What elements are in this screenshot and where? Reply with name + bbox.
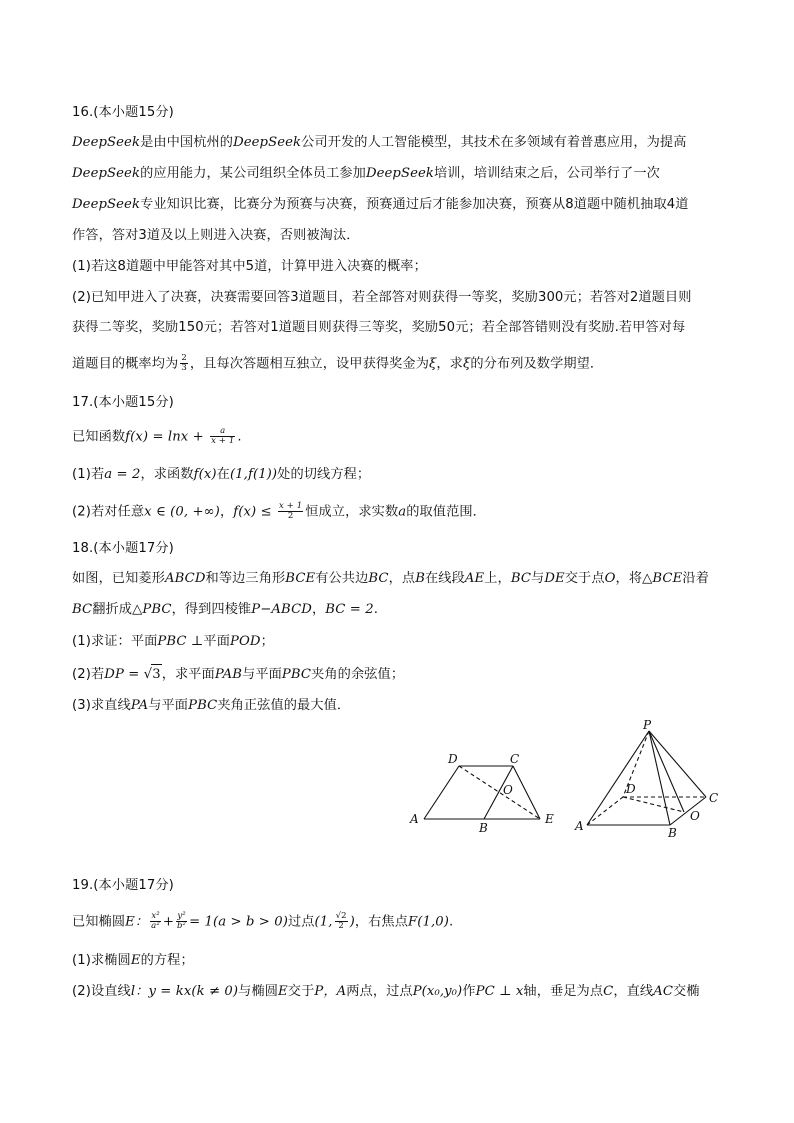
q18-text-line-2: BC翻折成△PBC，得到四棱锥P−ABCD，BC = 2. xyxy=(72,602,378,617)
q18-sub-2: (2)若DP = √3，求平面PAB与平面PBC夹角的余弦值； xyxy=(72,664,732,685)
q19-sub-1: (1)求椭圆E的方程； xyxy=(72,953,194,968)
segment-CE xyxy=(513,766,540,819)
label-C: C xyxy=(510,752,520,766)
edge-PA xyxy=(587,731,649,825)
q17-sub-1: (1)若a = 2，求函数f(x)在(1,f(1))处的切线方程； xyxy=(72,467,371,482)
segment-AD xyxy=(424,766,459,819)
label-O: O xyxy=(690,809,700,823)
point-y-fraction: $\frac{√2}{2}$ xyxy=(335,911,347,931)
q19-sub-2: (2)设直线l：y = kx(k ≠ 0)与椭圆E交于P，A两点，过点P(x₀,y₀)作PC ⊥ x轴，垂足为点C，直线AC交椭 xyxy=(72,984,700,999)
q18-sub-3: (3)求直线PA与平面PBC夹角正弦值的最大值． xyxy=(72,698,351,713)
q18-sub-1: (1)求证：平面PBC ⊥平面POD； xyxy=(72,634,274,649)
label-E: E xyxy=(545,812,554,826)
q17-header: 17.(本小题15分) xyxy=(72,395,174,410)
q16-header: 16.(本小题15分) xyxy=(72,105,174,120)
q16-sub-1: (1)若这8道题中甲能答对其中5道，计算甲进入决赛的概率； xyxy=(72,259,427,274)
q17-bound-fraction: $\frac{x + 1}{2}$ xyxy=(278,501,303,521)
q16-sub-2-line-1: (2)已知甲进入了决赛，决赛需要回答3道题目，若全部答对则获得一等奖，奖励300元；若答对2道题目则 xyxy=(72,290,692,305)
ellipse-y-term: $\frac{\text{y²}}{\text{b²}}$ xyxy=(177,911,187,931)
edge-AD-dashed xyxy=(587,797,623,825)
label-P: P xyxy=(643,718,652,732)
edge-BC xyxy=(670,797,706,825)
label-A: A xyxy=(410,812,419,826)
label-B: B xyxy=(668,826,677,840)
label-D: D xyxy=(626,782,636,796)
q16-text-line-1: DeepSeek是由中国杭州的DeepSeek公司开发的人工智能模型，其技术在多领域有着普惠应用，为提高 xyxy=(72,135,687,150)
probability-fraction: $\frac{2}{3}$ xyxy=(181,353,187,373)
figure-pyramid xyxy=(587,731,706,825)
q16-text-line-3: DeepSeek专业知识比赛，比赛分为预赛与决赛，预赛通过后才能参加决赛，预赛从8道题中随机抽取4道 xyxy=(72,197,689,212)
q17-function-fraction: $\frac{a}{x + 1}$ xyxy=(211,426,235,446)
figure-left-labels xyxy=(409,752,554,835)
q16-text-line-2: DeepSeek的应用能力，某公司组织全体员工参加DeepSeek培训，培训结束之后，公司举行了一次 xyxy=(72,166,660,181)
edge-PB xyxy=(649,731,670,825)
label-C: C xyxy=(709,791,719,805)
q19-text: 已知椭圆E： $\frac{\text{x²}}{\text{a²}}$ + $\frac{\text{y²}}{\text{b²}}$ = 1(a > b > 0)过点(1, $\frac{√2}{2}$ )，右焦点F(1,0). xyxy=(72,911,454,931)
q18-text-line-1: 如图，已知菱形ABCD和等边三角形BCE有公共边BC，点B在线段AE上，BC与DE交于点O，将△BCE沿着 xyxy=(72,571,709,586)
label-O: O xyxy=(503,783,513,797)
figure-rhombus-and-triangle xyxy=(424,766,540,819)
segment-DE-dashed xyxy=(459,766,540,819)
q17-text: 已知函数f(x) = lnx + $\frac{a}{x + 1}$ . xyxy=(72,426,242,446)
edge-PC xyxy=(649,731,706,797)
q17-sub-2: (2)若对任意x ∈ (0, +∞)，f(x) ≤ $\frac{x + 1}{2}$ 恒成立，求实数a的取值范围． xyxy=(72,501,486,521)
q16-sub-2-line-2: 获得二等奖，奖励150元；若答对1道题目则获得三等奖，奖励50元；若全部答错则没有奖励.若甲答对每 xyxy=(72,320,686,335)
label-D: D xyxy=(448,752,458,766)
segment-PO xyxy=(649,731,684,812)
q18-header: 18.(本小题17分) xyxy=(72,541,174,556)
q16-sub-2-line-3: 道题目的概率均为 $\frac{2}{3}$ ，且每次答题相互独立，设甲获得奖金为ξ，求ξ的分布列及数学期望． xyxy=(72,353,604,373)
q19-header: 19.(本小题17分) xyxy=(72,878,174,893)
ellipse-x-term: $\frac{\text{x²}}{\text{a²}}$ xyxy=(151,911,160,931)
segment-DO-dashed xyxy=(623,797,684,812)
q16-text-line-4: 作答，答对3道及以上则进入决赛，否则被淘汰． xyxy=(72,228,360,243)
label-A: A xyxy=(575,819,584,833)
label-B: B xyxy=(479,821,488,835)
